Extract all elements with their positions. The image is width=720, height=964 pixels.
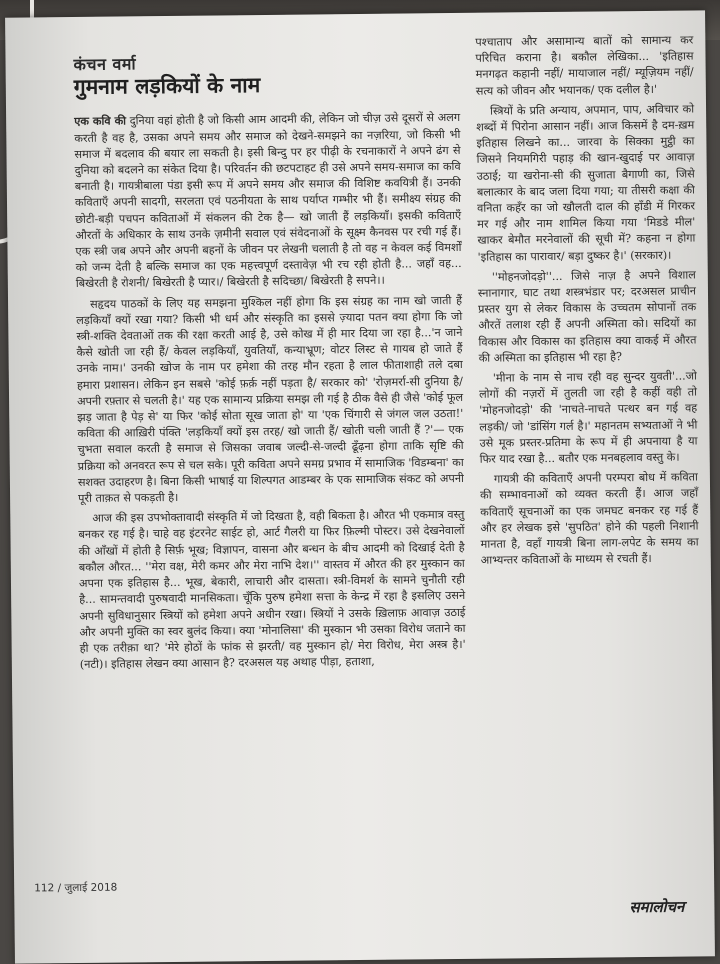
paragraph: आज की इस उपभोक्तावादी संस्कृति में जो दिखता है, वही बिकता है। औरत भी एकमात्र वस्तु बनकर रह गई है। चाहे वह इंटरनेट साईट हो, आर्ट गैलरी या फिर फ़िल्मी पोस्टर। उसे देखनेवालों की आँखों में होती है सिर्फ़ भूख; विज्ञापन, वासना और बन्धन के बीच आदमी को दिखाई देती है बकौल औरत... ''मेरा वक्ष, मेरी कमर और मेरा नाभि देश।'' वास्तव में औरत की हर मुस्कान का अपना एक इतिहास है... भूख, बेकारी, लाचारी और दासता। स्त्री-विमर्श के सामने चुनौती रही है... सामन्तवादी पुरुषवादी मानसिकता। चूँकि पुरुष हमेशा सत्ता के केन्द्र में रहा है इसलिए उसने अपनी सुविधानुसार स्त्रियों को हमेशा अपने अधीन रखा। स्त्रियों ने उसके ख़िलाफ़ आवाज़ उठाई और अपनी मुक्ति का स्वर बुलंद किया। क्या 'मोनालिसा' की मुस्कान भी उसका विरोध जताने का ही एक तरीक़ा था? 'मेरे होठों के फांक से झरती/ वह मुस्कान हो/ मेरा विरोध, मेरा अस्त्र है।' (नटी)। इतिहास लेखन क्या आसान है? दरअसल यह अथाह पीड़ा, हताशा, xyxy=(78,508,466,672)
paragraph: एक कवि की दुनिया वहां होती है जो किसी आम आदमी की, लेकिन जो चीज़ उसे दूसरों से अलग करती है वह है, उसका अपने समय और समाज को देखने-समझने का नज़रिया, जो किसी भी समाज में बदलाव की बयार ला सकती है। इसी बिन्दु पर हर पीढ़ी के रचनाकारों ने अपने ढंग से दुनिया को बदलने का संकेत दिया है। परिवर्तन की छटपटाहट ही उसे अपने समय-समाज का कवि बनाती है। गायत्रीबाला पंडा इसी रूप में अपने समय और समाज की विशिष्ट कवयित्री हैं। उनकी कविताएँ अपनी सादगी, सरलता एवं पठनीयता के साथ पर्याप्त गम्भीर भी हैं। समीक्ष्य संग्रह की छोटी-बड़ी पचपन कविताओं में संकलन की टेक है— खो जाती हैं लड़कियाँ। इसकी कविताएँ औरतों के अधिकार के साथ उनके ज़मीनी सवाल एवं संवेदनाओं के सूक्ष्म कैनवस पर रची गई हैं। एक स्त्री जब अपने और अपनी बहनों के जीवन पर लेखनी चलाती है तो वह न केवल कई विमर्शों को जन्म देती है बल्कि समाज का एक महत्त्वपूर्ण दस्तावेज़ भी रच रही होती है... जहाँ वह... बिखेरती है रोशनी/ बिखेरती है प्यार।/ बिखेरती है सदिच्छा/ बिखेरती है सपने।। xyxy=(74,111,462,291)
magazine-logo: समालोचन xyxy=(629,897,685,917)
paragraph: गायत्री की कविताएँ अपनी परम्परा बोध में कविता की सम्भावनाओं को व्यक्त करती हैं। आज जहाँ कविताएँ सूचनाओं का एक जमघट बनकर रह गई हैं और हर लेखक इसे 'सुपठित' होने की पहली निशानी मानता है, वहाँ गायत्री बिना लाग-लपेट के समय का आभ्यन्तर कविताओं के माध्यम से रचती हैं। xyxy=(480,470,699,568)
article-title: गुमनाम लड़कियों के नाम xyxy=(73,73,261,100)
author-name: कंचन वर्मा xyxy=(73,54,137,74)
paragraph: पश्चाताप और असामान्य बातों को सामान्य कर परिचित कराना है। बकौल लेखिका... 'इतिहास मनगढ़त कहानी नहीं/ मायाजाल नहीं/ म्यूज़ियम नहीं/ सत्य को जीवन और भयानक/ एक दलील है।' xyxy=(475,33,694,98)
paragraph: 'मीना के नाम से नाच रही वह सुन्दर युवती'...जो लोगों की नज़रों में तुलती जा रही है कहीं वही तो 'मोहनजोदड़ो' की 'नाचते-नाचते पत्थर बन गई वह लड़की/ जो 'डांसिंग गर्ल है।' महानतम सभ्यताओं ने भी उसे मूक प्रस्तर-प्रतिमा के रूप में ही अपनाया है या फिर याद रखा है... बतौर एक मनबहलाव वस्तु के। xyxy=(478,369,698,466)
right-column xyxy=(475,32,699,573)
lead-words: एक कवि की xyxy=(74,113,127,129)
magazine-page xyxy=(5,10,715,963)
paragraph: सहृदय पाठकों के लिए यह समझना मुश्किल नहीं होगा कि इस संग्रह का नाम खो जाती हैं लड़कियाँ क्यों रखा गया? किसी भी धर्म और संस्कृति का इससे ज़्यादा पतन क्या होगा कि जो स्त्री-शक्ति देवताओं तक की रक्षा करती आई है, उसे कोख में ही मार दिया जा रहा है...'न जाने कैसे खोती जा रही हैं/ केवल लड़कियाँ, युवतियाँ, कन्याभ्रूण; वोटर लिस्ट से गायब हो जाते हैं उनके नाम।' उनकी खोज के नाम पर हमेशा की तरह मौन रहता है लाल फीताशाही तले दबा हमारा प्रशासन। लेकिन इन सबसे 'कोई फ़र्क़ नहीं पड़ता है/ सरकार को' 'रोज़मर्रा-सी दुनिया है/ अपनी रफ़्तार से चलती है।' यह एक सामान्य प्रक्रिया समझ ली गई है ठीक वैसे ही जैसे 'कोई फूल झड़ जाता है पेड़ से' या फिर 'कोई सोता सूख जाता हो' या 'एक चिंगारी से जंगल जल उठता!' कविता की आख़िरी पंक्ति 'लड़कियाँ क्यों इस तरह/ खो जाती हैं/ खोती चली जाती हैं ?'— एक चुभता सवाल करती है समाज से जिसका जवाब जल्दी-से-जल्दी ढूँढ़ना होगा ताकि सृष्टि की प्रक्रिया को अनवरत रूप से चल सके। पूरी कविता अपने समग्र प्रभाव में सामाजिक 'विडम्बना' का सशक्त उदाहरण है। बिना किसी भाषाई या शिल्पगत आडम्बर के एक सामाजिक संकट को अपनी पूरी ताक़त से पकड़ती है। xyxy=(76,293,464,506)
paragraph: स्त्रियों के प्रति अन्याय, अपमान, पाप, अविचार को शब्दों में पिरोना आसान नहीं। आज किसमें है दम-ख़म इतिहास लिखने का... जारवा के सिक्का मुट्ठी का जिसने नियमगिरी पहाड़ की खान-खुदाई पर आवाज़ उठाई; या खरोना-सी की सुजाता बैगाणी का, जिसे बलात्कार के बाद जला दिया गया; या तीसरी कक्षा की वनिता कहँर का जो खौलती दाल की हाँडी में गिरकर मर गई और नाम शामिल किया गया 'मिडडे मील' खाकर बेमौत मरनेवालों की सूची में? कहना न होगा 'इतिहास का पारावार/ बड़ा दुष्कर है।' (सरकार)। xyxy=(476,102,696,264)
left-column xyxy=(73,53,465,677)
page-number: 112 / जुलाई 2018 xyxy=(34,881,118,895)
paragraph: ''मोहनजोदड़ो''... जिसे नाज़ है अपने विशाल स्नानागार, घाट तथा शस्त्रभंडार पर; दरअसल प्राचीन प्रस्तर युग से लेकर विकास के उच्चतम सोपानों तक औरतें तलाश रही हैं अपनी अस्मिता को। सदियों का विकास और विकास का इतिहास क्या वाकई में औरत की अस्मिता का इतिहास भी रहा है? xyxy=(477,268,697,365)
